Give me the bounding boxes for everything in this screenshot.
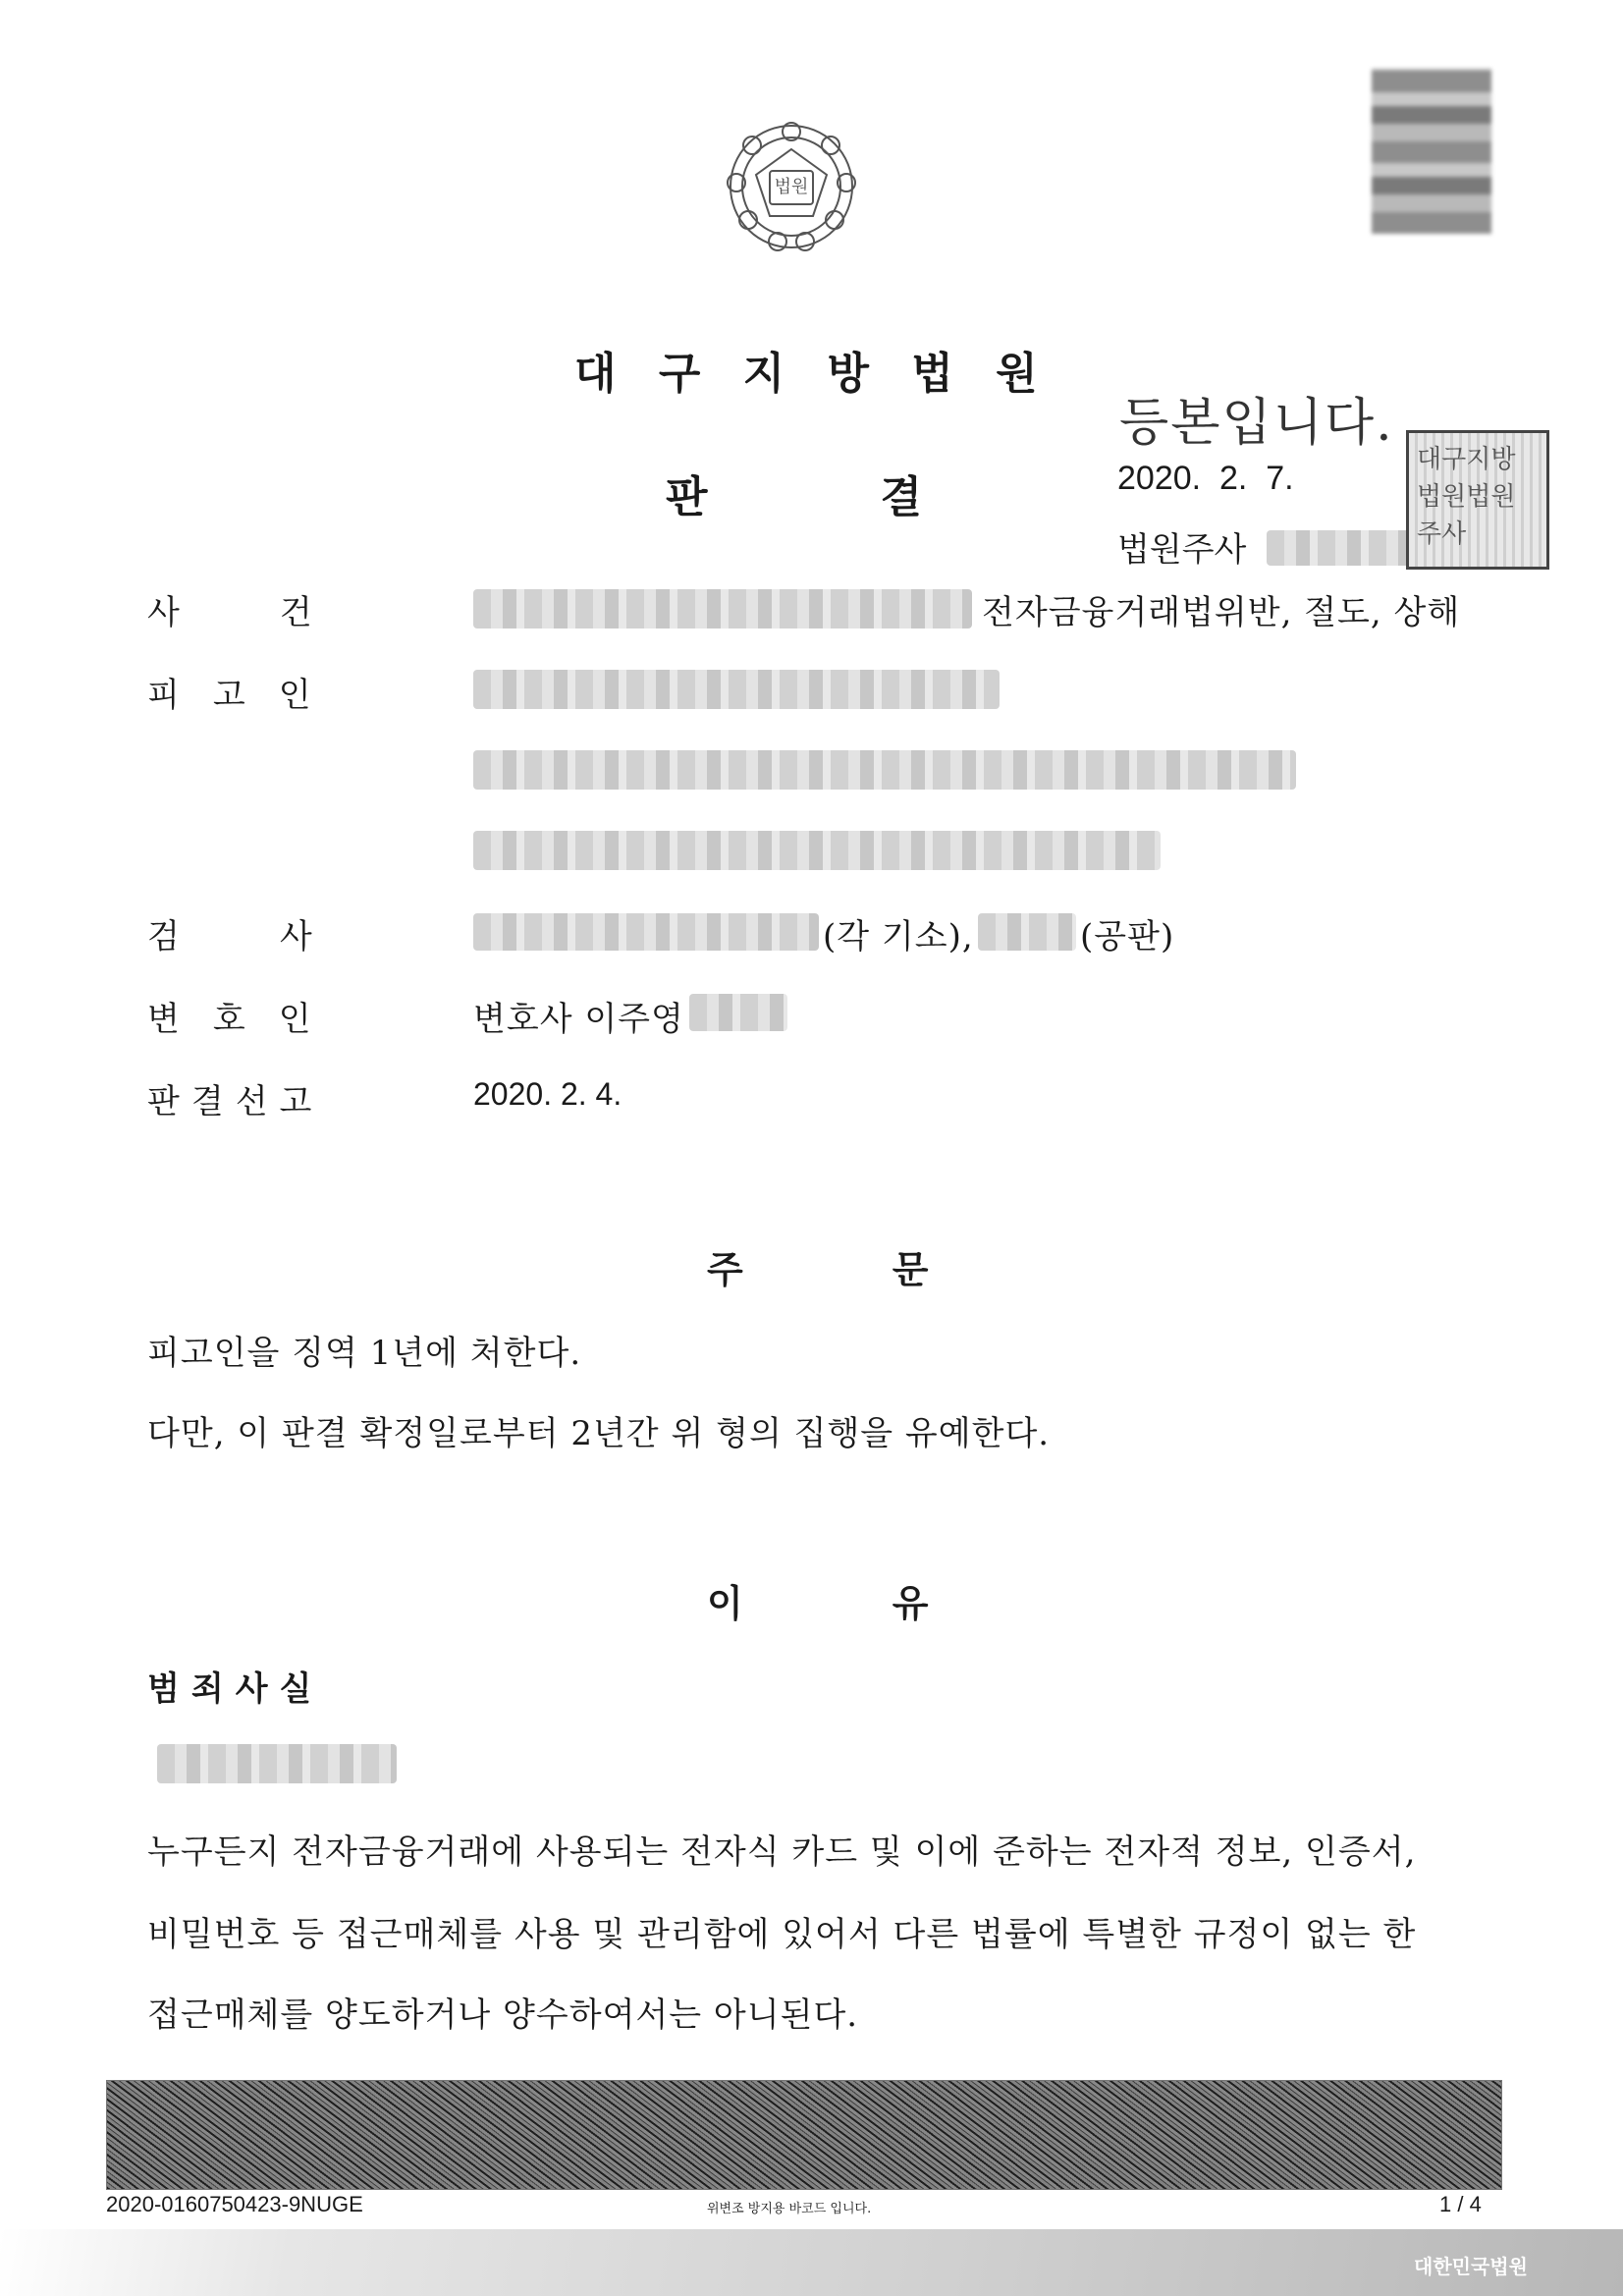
- court-emblem: [715, 110, 868, 263]
- order-line-1: 피고인을 징역 1년에 처한다.: [147, 1334, 582, 1373]
- barcode-note: 위변조 방지용 바코드 입니다.: [707, 2202, 872, 2216]
- prosecutor-names-redacted: [473, 913, 819, 951]
- prosecutor-value-2: (공판): [1080, 917, 1175, 957]
- defendant-name-redacted: [473, 670, 1000, 709]
- lawyer-label: 변 호 인: [147, 1000, 311, 1039]
- seal-text: 대구지방법원법원주사: [1417, 445, 1516, 549]
- issuer-name: 대한민국법원: [1414, 2255, 1528, 2278]
- defendant-address-redacted: [473, 750, 1296, 790]
- court-name: 대 구 지 방 법 원: [574, 349, 1052, 399]
- certify-date: 2020. 2. 7.: [1117, 460, 1294, 497]
- footer-band: [0, 2229, 1623, 2296]
- defendant-ref-redacted: [157, 1744, 397, 1783]
- anti-forgery-barcode: [106, 2080, 1502, 2190]
- prosecutor-trial-redacted: [978, 913, 1076, 951]
- verdict-date-value: 2020. 2. 4.: [473, 1076, 622, 1112]
- prosecutor-value-1: (각 기소),: [823, 917, 974, 957]
- case-label: 사 건: [147, 593, 312, 632]
- reason-paragraph-line-3: 접근매체를 양도하거나 양수하여서는 아니된다.: [147, 1995, 859, 2035]
- document-id: 2020-0160750423-9NUGE: [106, 2192, 363, 2216]
- case-number-redacted: [473, 589, 972, 629]
- page-number: 1 / 4: [1439, 2192, 1482, 2216]
- emblem-text: 법원: [774, 177, 809, 197]
- case-value: 전자금융거래법위반, 절도, 상해: [982, 593, 1461, 632]
- reason-heading: 이 유: [707, 1581, 929, 1625]
- reason-paragraph-line-2: 비밀번호 등 접근매체를 사용 및 관리함에 있어서 다른 법률에 특별한 규정이 없는 한: [147, 1915, 1417, 1954]
- certified-copy-stamp: 등본입니다.: [1119, 394, 1394, 453]
- defendant-label: 피 고 인: [147, 676, 311, 715]
- defendant-address-redacted-2: [473, 831, 1161, 870]
- official-seal: [1406, 430, 1549, 570]
- reason-paragraph-line-1: 누구든지 전자금융거래에 사용되는 전자식 카드 및 이에 준하는 전자적 정보, 인증서,: [147, 1832, 1417, 1872]
- order-line-2: 다만, 이 판결 확정일로부터 2년간 위 형의 집행을 유예한다.: [147, 1414, 1051, 1453]
- redacted-image: [1372, 69, 1491, 234]
- clerk-label: 법원주사: [1117, 530, 1247, 570]
- lawyer-value: 변호사 이주영: [473, 1000, 684, 1039]
- prosecutor-label: 검 사: [147, 917, 312, 957]
- crime-facts-heading: 범죄사실: [147, 1669, 324, 1709]
- document-type: 판 결: [666, 472, 923, 522]
- lawyer-extra-redacted: [689, 994, 787, 1031]
- order-heading: 주 문: [707, 1247, 929, 1291]
- verdict-date-label: 판결선고: [147, 1082, 324, 1121]
